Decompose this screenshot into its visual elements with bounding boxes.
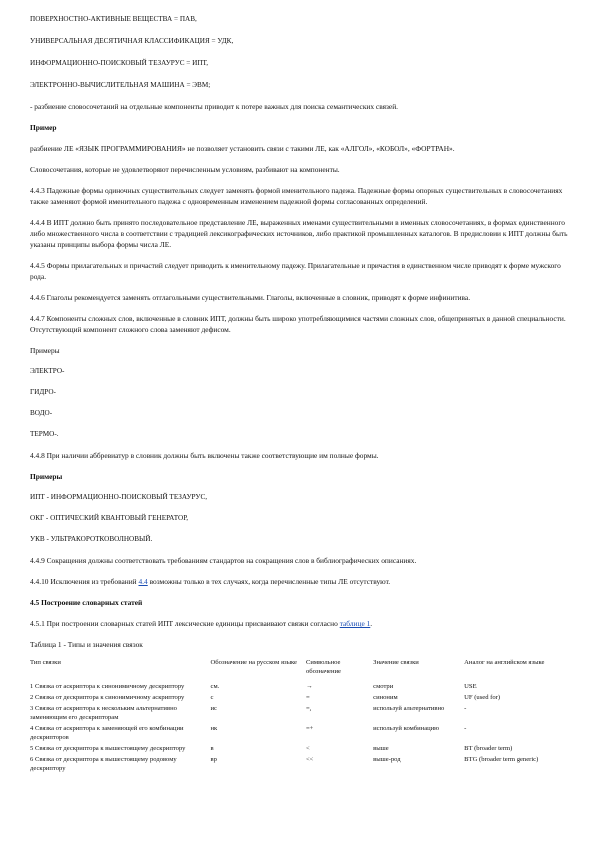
table-row bbox=[30, 693, 550, 704]
link-types-table bbox=[30, 658, 550, 775]
clause-4-4-10 bbox=[30, 576, 570, 587]
table-cell: 5 Связка от дескриптора к вышестоящему дескриптору bbox=[30, 745, 186, 752]
table-cell: << bbox=[305, 756, 314, 763]
section-heading: 4.5 Построение словарных статей bbox=[30, 598, 143, 607]
example-text: разбиение ЛЕ «ЯЗЫК ПРОГРАММИРОВАНИЯ» не позволяет установить связи с такими ЛЕ, как «АЛГОЛ», «КОБОЛ», «ФОРТРАН». bbox=[30, 144, 455, 153]
example-item: УКВ - УЛЬТРАКОРОТКОВОЛНОВЫЙ. bbox=[30, 535, 153, 543]
table-cell: используй альтернативно bbox=[373, 705, 445, 712]
example-heading: Пример bbox=[30, 123, 57, 132]
example-item: ГИДРО- bbox=[30, 388, 56, 396]
example-item: ТЕРМО-. bbox=[30, 430, 59, 438]
table-cell: смотри bbox=[373, 683, 394, 690]
non-split-paragraph: Словосочетания, которые не удовлетворяют перечисленным условиям, разбивают на компоненты. bbox=[30, 165, 340, 174]
table-cell: синоним bbox=[373, 694, 398, 701]
example-item: ЭЛЕКТРО- bbox=[30, 367, 65, 375]
clause-4-4-7: 4.4.7 Компоненты сложных слов, включенные в словник ИПТ, должны быть широко употребляющимися частями сложных слов, общепринятых в данной специальности. Отсутствующий компонент сложного слова заменяют дефисом. bbox=[30, 314, 566, 334]
examples-heading: Примеры bbox=[30, 346, 60, 355]
table-cell: - bbox=[464, 725, 467, 732]
table-cell: в bbox=[210, 745, 214, 752]
table-cell: → bbox=[305, 683, 313, 690]
clause-4-4-8: 4.4.8 При наличии аббревиатур в словник должны быть включены также соответствующие им полные формы. bbox=[30, 451, 379, 460]
clause-text: 4.4.10 Исключения из требований bbox=[30, 577, 139, 586]
column-header: Аналог на английском языке bbox=[464, 659, 545, 666]
table-cell: 3 Связка от аскриптора к нескольким альтернативно заменяющим его дескрипторам bbox=[30, 705, 177, 721]
table-cell: =, bbox=[305, 705, 312, 712]
table-cell: нк bbox=[210, 725, 218, 732]
clause-4-4-link[interactable]: 4.4 bbox=[138, 577, 148, 586]
column-header: Тип связки bbox=[30, 659, 61, 666]
abbrev-line: УНИВЕРСАЛЬНАЯ ДЕСЯТИЧНАЯ КЛАССИФИКАЦИЯ = УДК, bbox=[30, 37, 234, 45]
table-1-link[interactable]: таблице 1 bbox=[339, 619, 371, 628]
column-header: Символьное обозначение bbox=[305, 659, 341, 675]
table-cell: выше-род bbox=[373, 756, 401, 763]
table-cell: UF (used for) bbox=[464, 694, 501, 701]
clause-4-4-4: 4.4.4 В ИПТ должно быть принято последовательное представление ЛЕ, выраженных именами существительными в именных словосочетаниях, в формах единственного либо множественного числа в соответствии с традицией лексикографических источников, либо практикой промышленных каталогов. В предисловии к ИПТ должны быть указаны принципы выбора формы числа ЛЕ. bbox=[30, 218, 568, 249]
abbrev-line: ЭЛЕКТРОННО-ВЫЧИСЛИТЕЛЬНАЯ МАШИНА = ЭВМ; bbox=[30, 81, 211, 89]
example-item: ИПТ - ИНФОРМАЦИОННО-ПОИСКОВЫЙ ТЕЗАУРУС, bbox=[30, 493, 208, 501]
table-cell: = bbox=[305, 694, 310, 701]
table-cell: 4 Связка от аскриптора к заменяющей его комбинации дескрипторов bbox=[30, 725, 184, 741]
example-item: ОКГ - ОПТИЧЕСКИЙ КВАНТОВЫЙ ГЕНЕРАТОР, bbox=[30, 514, 189, 522]
column-header: Обозначение на русском языке bbox=[210, 659, 297, 666]
table-cell: - bbox=[464, 705, 467, 712]
table-cell: BT (broader term) bbox=[464, 745, 513, 752]
table-row bbox=[30, 724, 550, 744]
table-cell: BTG (broader term generic) bbox=[464, 756, 539, 763]
abbrev-line: ИНФОРМАЦИОННО-ПОИСКОВЫЙ ТЕЗАУРУС = ИПТ, bbox=[30, 59, 208, 67]
clause-4-4-6: 4.4.6 Глаголы рекомендуется заменять отглагольными существительными. Глаголы, включенные в словник, приводят к форме инфинитива. bbox=[30, 293, 471, 302]
clause-4-4-5: 4.4.5 Формы прилагательных и причастий следует приводить к именительному падежу. Прилагательные и причастия в единственном числе приводят к форме мужского рода. bbox=[30, 261, 561, 281]
table-row bbox=[30, 682, 550, 693]
table-cell: USE bbox=[464, 683, 477, 690]
table-row bbox=[30, 704, 550, 724]
table-cell: ис bbox=[210, 705, 217, 712]
column-header: Значение связки bbox=[373, 659, 419, 666]
clause-text: . bbox=[370, 619, 373, 628]
table-row bbox=[30, 755, 550, 775]
clause-4-4-3: 4.4.3 Падежные формы одиночных существительных следует заменять формой именительного падежа. Падежные формы опорных существительных в словосочетаниях также заменяют формой именительного падежа с одновременным изменением падежной формы согласованных определений. bbox=[30, 186, 563, 206]
table-cell: 1 Связка от аскриптора к синонимичному дескриптору bbox=[30, 683, 185, 690]
clause-text: 4.5.1 При построении словарных статей ИПТ лексические единицы присваивают связки согласно bbox=[30, 619, 340, 628]
split-rule-paragraph: - разбиение словосочетаний на отдельные компоненты приводит к потере важных для поиска семантических связей. bbox=[30, 102, 399, 111]
table-caption: Таблица 1 - Типы и значения связок bbox=[30, 640, 143, 649]
table-cell: < bbox=[305, 745, 310, 752]
table-header-row bbox=[30, 658, 550, 682]
clause-text: возможны только в тех случаях, когда перечисленные типы ЛЕ отсутствуют. bbox=[147, 577, 391, 586]
examples-heading: Примеры bbox=[30, 472, 63, 481]
document-page bbox=[30, 14, 570, 775]
clause-4-5-1 bbox=[30, 618, 570, 629]
example-item: ВОДО- bbox=[30, 409, 53, 417]
table-cell: используй комбинацию bbox=[373, 725, 440, 732]
table-cell: см. bbox=[210, 683, 220, 690]
table-cell: 2 Связка от дескриптора к синонимичному аскриптору bbox=[30, 694, 185, 701]
table-row bbox=[30, 744, 550, 755]
abbrev-line: ПОВЕРХНОСТНО-АКТИВНЫЕ ВЕЩЕСТВА = ПАВ, bbox=[30, 15, 197, 23]
table-cell: вр bbox=[210, 756, 217, 763]
clause-4-4-9: 4.4.9 Сокращения должны соответствовать требованиям стандартов на сокращения слов в библиографических описаниях. bbox=[30, 556, 417, 565]
table-cell: выше bbox=[373, 745, 389, 752]
table-cell: 6 Связка от дескриптора к вышестоящему родовому дескриптору bbox=[30, 756, 177, 772]
table-cell: =+ bbox=[305, 725, 314, 732]
table-cell: с bbox=[210, 694, 214, 701]
